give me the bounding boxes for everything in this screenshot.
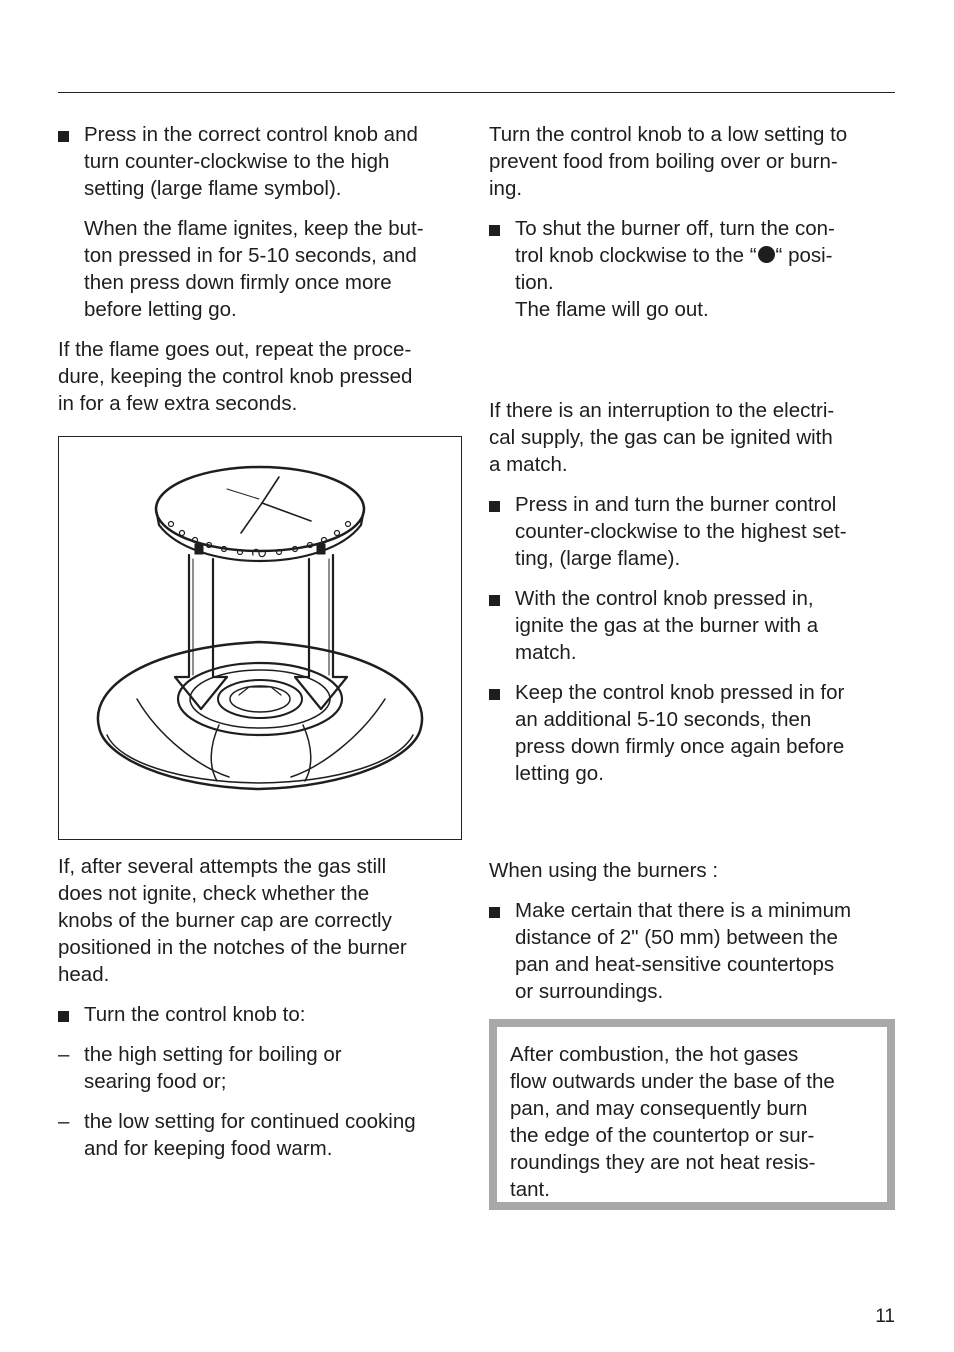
text-fragment: trol knob clockwise to the “ [515, 244, 757, 267]
text-line: If the flame goes out, repeat the proce- [58, 338, 412, 361]
text-line: head. [58, 963, 110, 986]
text-line: an additional 5-10 seconds, then [515, 708, 812, 731]
text-line: before letting go. [84, 298, 237, 321]
text-line [515, 242, 895, 269]
text-line: a match. [489, 453, 568, 476]
bullet-square-icon [489, 907, 500, 918]
off-position-dot-icon [758, 246, 775, 263]
text-line: the low setting for continued cooking [84, 1110, 416, 1133]
text-line: positioned in the notches of the burner [58, 936, 407, 959]
text-line: Make certain that there is a minimum [515, 899, 852, 922]
text-line: ton pressed in for 5-10 seconds, and [84, 244, 417, 267]
step-shut-off [489, 215, 895, 323]
text-line: ting, (large flame). [515, 547, 681, 570]
right-column [489, 121, 895, 336]
text-line: searing food or; [84, 1070, 227, 1093]
text-line: the high setting for boiling or [84, 1043, 342, 1066]
text-line: ignite the gas at the burner with a [515, 614, 819, 637]
text-line: cal supply, the gas can be ignited with [489, 426, 833, 449]
interruption-paragraph [489, 397, 895, 478]
bullet-square-icon [489, 225, 500, 236]
text-line: With the control knob pressed in, [515, 587, 814, 610]
text-line: To shut the burner off, turn the con- [515, 217, 835, 240]
text-line: roundings they are not heat resis- [510, 1151, 816, 1174]
using-burners-paragraph [489, 857, 895, 884]
text-line: After combustion, the hot gases [510, 1043, 799, 1066]
text-line: knobs of the burner cap are correctly [58, 909, 392, 932]
warning-note-box [489, 1019, 895, 1210]
text-fragment: “ posi- [775, 244, 833, 267]
step-turn-knob [58, 1001, 468, 1028]
text-line: Press in the correct control knob and [84, 123, 418, 146]
step-match-turn [489, 491, 895, 572]
text-line: ing. [489, 177, 523, 200]
step-press-continuation [58, 215, 468, 323]
text-line: prevent food from boiling over or burn- [489, 150, 838, 173]
text-line: letting go. [515, 762, 604, 785]
text-line: turn counter-clockwise to the high [84, 150, 390, 173]
text-line: tant. [510, 1178, 550, 1201]
text-line: distance of 2" (50 mm) between the [515, 926, 838, 949]
check-paragraph [58, 853, 468, 988]
text-line: counter-clockwise to the highest set- [515, 520, 847, 543]
dash-item-low [58, 1108, 468, 1162]
bullet-square-icon [58, 131, 69, 142]
header-rule [58, 92, 895, 93]
left-column-lower [58, 853, 468, 1175]
right-column-power-failure [489, 397, 895, 800]
text-line: pan and heat-sensitive countertops [515, 953, 835, 976]
burner-figure [58, 436, 462, 840]
dash-bullet: – [58, 1043, 70, 1066]
text-line: Turn the control knob to a low setting to [489, 123, 848, 146]
bullet-square-icon [489, 689, 500, 700]
burner-cap-diagram-icon [59, 437, 461, 839]
right-column-usage [489, 857, 895, 1018]
text-line: If, after several attempts the gas still [58, 855, 387, 878]
text-line: dure, keeping the control knob pressed [58, 365, 413, 388]
text-line: setting (large flame symbol). [84, 177, 342, 200]
text-line: or surroundings. [515, 980, 664, 1003]
retry-paragraph [58, 336, 468, 417]
text-line: in for a few extra seconds. [58, 392, 298, 415]
text-line: Keep the control knob pressed in for [515, 681, 845, 704]
step-distance [489, 897, 895, 1005]
text-line: When the flame ignites, keep the but- [84, 217, 424, 240]
low-setting-paragraph [489, 121, 895, 202]
text-line: match. [515, 641, 577, 664]
text-line: The flame will go out. [515, 298, 709, 321]
text-line: press down firmly once again before [515, 735, 845, 758]
step-match-ignite [489, 585, 895, 666]
text-line: flow outwards under the base of the [510, 1070, 835, 1093]
page-number: 11 [875, 1306, 895, 1327]
text-line: tion. [515, 271, 554, 294]
text-line: then press down firmly once more [84, 271, 392, 294]
step-match-hold [489, 679, 895, 787]
text-line: Press in and turn the burner control [515, 493, 837, 516]
bullet-square-icon [489, 501, 500, 512]
warning-note-text [510, 1041, 880, 1203]
dash-bullet: – [58, 1110, 70, 1133]
bullet-square-icon [489, 595, 500, 606]
text-line: When using the burners : [489, 859, 719, 882]
left-column [58, 121, 468, 430]
step-press-knob [58, 121, 468, 202]
text-line: and for keeping food warm. [84, 1137, 333, 1160]
text-line: the edge of the countertop or sur- [510, 1124, 815, 1147]
dash-item-high [58, 1041, 468, 1095]
text-line: If there is an interruption to the electri- [489, 399, 835, 422]
text-line: pan, and may consequently burn [510, 1097, 808, 1120]
text-line: Turn the control knob to: [84, 1003, 306, 1026]
bullet-square-icon [58, 1011, 69, 1022]
text-line: does not ignite, check whether the [58, 882, 370, 905]
